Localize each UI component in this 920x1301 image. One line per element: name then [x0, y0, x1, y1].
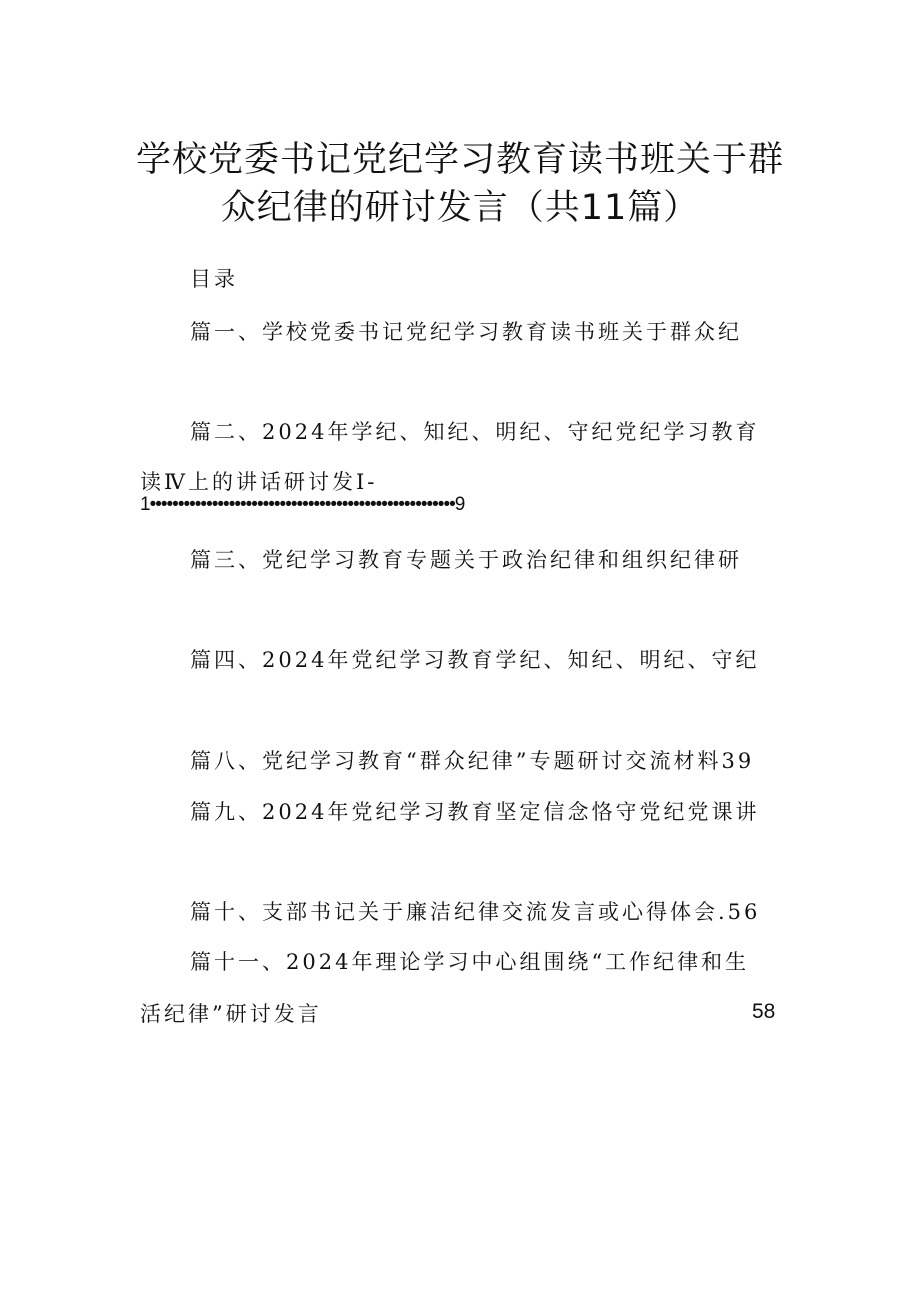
toc-entry-8: 篇八、党纪学习教育“群众纪律”专题研讨交流材料39 [190, 749, 755, 773]
toc-entry-2-continued: 读Ⅳ上的讲话研讨发I- [140, 470, 378, 494]
toc-entry-11-page-number: 58 [752, 1000, 776, 1023]
document-title-line-2: 众纪律的研讨发言（共11篇） [220, 188, 700, 228]
toc-entry-4: 篇四、2024年党纪学习教育学纪、知纪、明纪、守纪 [190, 648, 760, 672]
toc-entry-11-continued: 活纪律”研讨发言 [140, 1002, 322, 1026]
toc-entry-11: 篇十一、2024年理论学习中心组围绕“工作纪律和生 [190, 950, 750, 974]
toc-heading: 目录 [190, 267, 238, 291]
toc-entry-2-leader: 1••••••••••••••••••••••••••••••••••••••••••••••••••••••9 [140, 494, 465, 515]
toc-entry-3: 篇三、党纪学习教育专题关于政治纪律和组织纪律研 [190, 548, 742, 572]
document-title-line-1: 学校党委书记党纪学习教育读书班关于群 [135, 140, 784, 180]
toc-entry-1: 篇一、学校党委书记党纪学习教育读书班关于群众纪 [190, 320, 742, 344]
toc-entry-10: 篇十、支部书记关于廉洁纪律交流发言或心得体会.56 [190, 900, 761, 924]
toc-entry-9: 篇九、2024年党纪学习教育坚定信念恪守党纪党课讲 [190, 800, 760, 824]
toc-entry-2: 篇二、2024年学纪、知纪、明纪、守纪党纪学习教育 [190, 420, 760, 444]
